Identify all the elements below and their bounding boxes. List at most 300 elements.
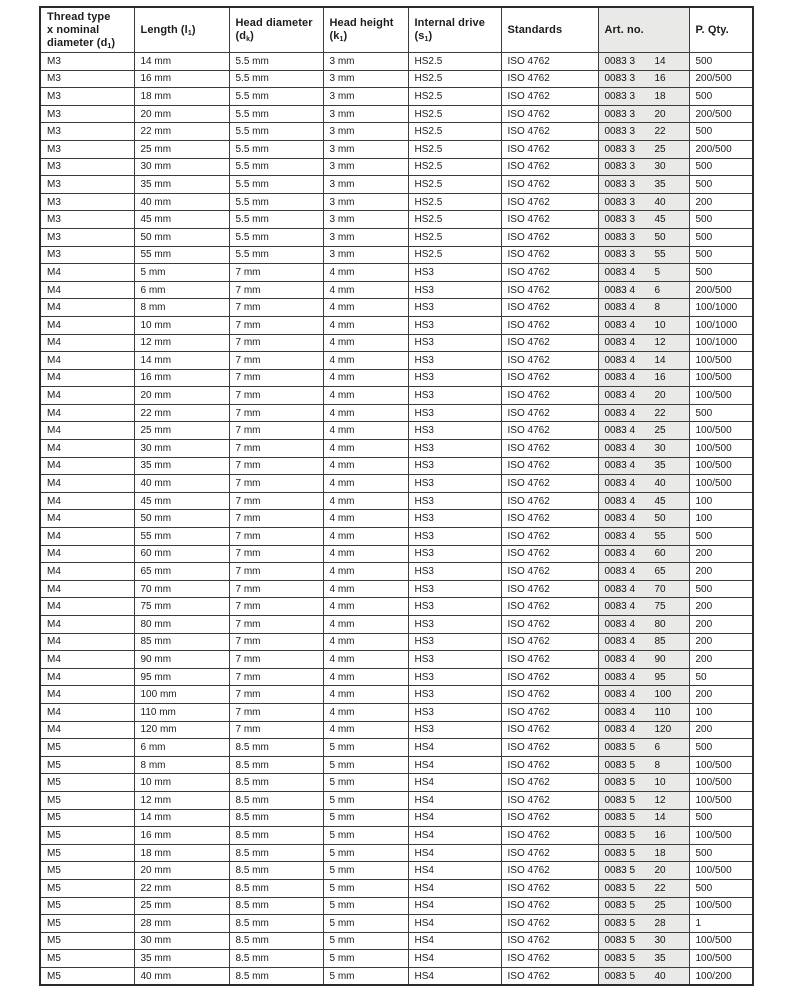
cell-head-diameter: 7 mm <box>229 422 323 440</box>
art-no-length-code: 35 <box>654 953 666 965</box>
cell-thread-type: M3 <box>40 88 134 106</box>
cell-head-height: 4 mm <box>323 440 408 458</box>
cell-internal-drive: HS4 <box>408 809 501 827</box>
cell-head-diameter: 5.5 mm <box>229 123 323 141</box>
cell-head-height: 4 mm <box>323 633 408 651</box>
cell-head-height: 5 mm <box>323 932 408 950</box>
cell-standards: ISO 4762 <box>501 475 598 493</box>
cell-standards: ISO 4762 <box>501 105 598 123</box>
table-row <box>40 70 753 88</box>
cell-standards: ISO 4762 <box>501 176 598 194</box>
cell-head-height: 3 mm <box>323 211 408 229</box>
art-no-base: 0083 4 <box>604 653 636 665</box>
art-no-base: 0083 3 <box>604 55 636 67</box>
table-row <box>40 879 753 897</box>
art-no-length-code: 55 <box>654 249 666 261</box>
art-no-length-code: 25 <box>654 143 666 155</box>
cell-pack-qty: 50 <box>689 668 753 686</box>
cell-length: 20 mm <box>134 105 229 123</box>
cell-length: 16 mm <box>134 70 229 88</box>
cell-length: 28 mm <box>134 915 229 933</box>
art-no-base: 0083 4 <box>604 302 636 314</box>
cell-internal-drive: HS3 <box>408 703 501 721</box>
cell-head-diameter: 8.5 mm <box>229 932 323 950</box>
art-no-base: 0083 3 <box>604 178 636 190</box>
table-row <box>40 299 753 317</box>
cell-head-diameter: 7 mm <box>229 264 323 282</box>
cell-art-no <box>598 387 689 405</box>
art-no-length-code: 6 <box>654 741 661 753</box>
cell-head-height: 5 mm <box>323 879 408 897</box>
cell-head-height: 5 mm <box>323 967 408 985</box>
table-row <box>40 616 753 634</box>
column-header-thread-type: Thread type x nominal diameter $(d_1)$ <box>40 7 134 53</box>
cell-internal-drive: HS3 <box>408 545 501 563</box>
cell-head-diameter: 7 mm <box>229 440 323 458</box>
cell-head-height: 3 mm <box>323 123 408 141</box>
cell-head-diameter: 7 mm <box>229 369 323 387</box>
cell-art-no <box>598 211 689 229</box>
cell-head-diameter: 7 mm <box>229 545 323 563</box>
cell-internal-drive: HS2.5 <box>408 228 501 246</box>
table-row <box>40 281 753 299</box>
cell-length: 120 mm <box>134 721 229 739</box>
cell-length: 50 mm <box>134 228 229 246</box>
cell-pack-qty: 100 <box>689 510 753 528</box>
cell-thread-type: M5 <box>40 844 134 862</box>
cell-standards: ISO 4762 <box>501 668 598 686</box>
table-row <box>40 915 753 933</box>
cell-standards: ISO 4762 <box>501 967 598 985</box>
cell-head-diameter: 5.5 mm <box>229 140 323 158</box>
cell-thread-type: M5 <box>40 756 134 774</box>
cell-thread-type: M4 <box>40 598 134 616</box>
cell-head-height: 4 mm <box>323 457 408 475</box>
art-no-length-code: 20 <box>654 108 666 120</box>
cell-standards: ISO 4762 <box>501 774 598 792</box>
cell-head-height: 4 mm <box>323 686 408 704</box>
cell-thread-type: M3 <box>40 193 134 211</box>
art-no-base: 0083 5 <box>604 777 636 789</box>
cell-length: 55 mm <box>134 528 229 546</box>
cell-pack-qty: 500 <box>689 264 753 282</box>
art-no-base: 0083 5 <box>604 759 636 771</box>
cell-internal-drive: HS3 <box>408 651 501 669</box>
cell-thread-type: M4 <box>40 545 134 563</box>
cell-thread-type: M4 <box>40 440 134 458</box>
table-row <box>40 633 753 651</box>
art-no-base: 0083 5 <box>604 847 636 859</box>
table-row <box>40 545 753 563</box>
table-row <box>40 739 753 757</box>
cell-internal-drive: HS3 <box>408 299 501 317</box>
cell-head-diameter: 8.5 mm <box>229 879 323 897</box>
cell-length: 75 mm <box>134 598 229 616</box>
cell-thread-type: M4 <box>40 721 134 739</box>
art-no-length-code: 25 <box>654 900 666 912</box>
cell-length: 40 mm <box>134 475 229 493</box>
cell-thread-type: M5 <box>40 791 134 809</box>
cell-length: 25 mm <box>134 422 229 440</box>
cell-pack-qty: 500 <box>689 404 753 422</box>
cell-head-height: 3 mm <box>323 70 408 88</box>
art-no-length-code: 20 <box>654 865 666 877</box>
cell-length: 70 mm <box>134 580 229 598</box>
cell-length: 22 mm <box>134 123 229 141</box>
cell-standards: ISO 4762 <box>501 528 598 546</box>
table-row <box>40 528 753 546</box>
cell-head-diameter: 8.5 mm <box>229 950 323 968</box>
cell-pack-qty: 500 <box>689 739 753 757</box>
table-row <box>40 827 753 845</box>
art-no-base: 0083 3 <box>604 126 636 138</box>
art-no-base: 0083 3 <box>604 73 636 85</box>
cell-art-no <box>598 545 689 563</box>
table-row <box>40 422 753 440</box>
cell-thread-type: M4 <box>40 703 134 721</box>
cell-art-no <box>598 528 689 546</box>
cell-internal-drive: HS2.5 <box>408 123 501 141</box>
cell-pack-qty: 500 <box>689 246 753 264</box>
table-row <box>40 158 753 176</box>
cell-head-diameter: 7 mm <box>229 404 323 422</box>
cell-length: 45 mm <box>134 211 229 229</box>
cell-standards: ISO 4762 <box>501 510 598 528</box>
cell-thread-type: M5 <box>40 739 134 757</box>
art-no-length-code: 45 <box>654 214 666 226</box>
cell-internal-drive: HS2.5 <box>408 176 501 194</box>
cell-length: 8 mm <box>134 756 229 774</box>
cell-head-height: 4 mm <box>323 369 408 387</box>
cell-head-height: 4 mm <box>323 563 408 581</box>
art-no-base: 0083 4 <box>604 442 636 454</box>
cell-pack-qty: 500 <box>689 580 753 598</box>
cell-head-height: 4 mm <box>323 281 408 299</box>
cell-standards: ISO 4762 <box>501 879 598 897</box>
cell-standards: ISO 4762 <box>501 756 598 774</box>
cell-art-no <box>598 457 689 475</box>
cell-art-no <box>598 70 689 88</box>
table-row <box>40 352 753 370</box>
cell-pack-qty: 200 <box>689 545 753 563</box>
table-row <box>40 563 753 581</box>
cell-head-diameter: 8.5 mm <box>229 915 323 933</box>
cell-pack-qty: 100/500 <box>689 440 753 458</box>
cell-standards: ISO 4762 <box>501 352 598 370</box>
cell-thread-type: M5 <box>40 879 134 897</box>
table-row <box>40 334 753 352</box>
cell-pack-qty: 200/500 <box>689 70 753 88</box>
cell-length: 16 mm <box>134 827 229 845</box>
cell-internal-drive: HS3 <box>408 668 501 686</box>
cell-length: 35 mm <box>134 457 229 475</box>
art-no-base: 0083 5 <box>604 882 636 894</box>
cell-internal-drive: HS3 <box>408 440 501 458</box>
cell-standards: ISO 4762 <box>501 580 598 598</box>
cell-length: 40 mm <box>134 967 229 985</box>
art-no-base: 0083 4 <box>604 706 636 718</box>
column-header-p-qty: P. Qty. <box>689 7 753 53</box>
cell-pack-qty: 500 <box>689 228 753 246</box>
cell-head-diameter: 7 mm <box>229 563 323 581</box>
cell-art-no <box>598 105 689 123</box>
cell-pack-qty: 100/500 <box>689 756 753 774</box>
art-no-base: 0083 5 <box>604 970 636 982</box>
art-no-base: 0083 3 <box>604 143 636 155</box>
cell-head-diameter: 7 mm <box>229 334 323 352</box>
cell-thread-type: M4 <box>40 510 134 528</box>
cell-thread-type: M5 <box>40 897 134 915</box>
cell-standards: ISO 4762 <box>501 193 598 211</box>
table-row <box>40 369 753 387</box>
art-no-base: 0083 4 <box>604 601 636 613</box>
cell-thread-type: M4 <box>40 651 134 669</box>
art-no-length-code: 18 <box>654 847 666 859</box>
cell-length: 5 mm <box>134 264 229 282</box>
cell-pack-qty: 500 <box>689 844 753 862</box>
table-row <box>40 932 753 950</box>
cell-pack-qty: 200 <box>689 686 753 704</box>
cell-head-height: 4 mm <box>323 387 408 405</box>
art-no-length-code: 22 <box>654 126 666 138</box>
cell-internal-drive: HS4 <box>408 932 501 950</box>
cell-length: 35 mm <box>134 950 229 968</box>
cell-internal-drive: HS3 <box>408 616 501 634</box>
cell-art-no <box>598 176 689 194</box>
cell-head-diameter: 8.5 mm <box>229 791 323 809</box>
cell-pack-qty: 200/500 <box>689 105 753 123</box>
table-row <box>40 316 753 334</box>
cell-pack-qty: 200 <box>689 633 753 651</box>
cell-length: 25 mm <box>134 140 229 158</box>
cell-head-diameter: 5.5 mm <box>229 158 323 176</box>
cell-standards: ISO 4762 <box>501 53 598 71</box>
art-no-base: 0083 3 <box>604 231 636 243</box>
cell-head-diameter: 8.5 mm <box>229 844 323 862</box>
screw-spec-table <box>39 6 754 986</box>
cell-head-height: 5 mm <box>323 739 408 757</box>
cell-head-height: 5 mm <box>323 897 408 915</box>
cell-thread-type: M4 <box>40 281 134 299</box>
cell-art-no <box>598 950 689 968</box>
cell-internal-drive: HS2.5 <box>408 158 501 176</box>
cell-pack-qty: 200 <box>689 563 753 581</box>
cell-pack-qty: 100/500 <box>689 475 753 493</box>
cell-length: 14 mm <box>134 809 229 827</box>
cell-pack-qty: 100/500 <box>689 862 753 880</box>
table-row <box>40 404 753 422</box>
table-row <box>40 211 753 229</box>
art-no-length-code: 95 <box>654 671 666 683</box>
art-no-base: 0083 4 <box>604 530 636 542</box>
cell-internal-drive: HS2.5 <box>408 53 501 71</box>
cell-standards: ISO 4762 <box>501 616 598 634</box>
cell-art-no <box>598 967 689 985</box>
cell-internal-drive: HS3 <box>408 352 501 370</box>
cell-thread-type: M4 <box>40 352 134 370</box>
cell-head-diameter: 7 mm <box>229 686 323 704</box>
cell-art-no <box>598 352 689 370</box>
art-no-base: 0083 4 <box>604 354 636 366</box>
cell-standards: ISO 4762 <box>501 158 598 176</box>
art-no-base: 0083 5 <box>604 935 636 947</box>
cell-pack-qty: 500 <box>689 809 753 827</box>
cell-internal-drive: HS4 <box>408 844 501 862</box>
cell-length: 80 mm <box>134 616 229 634</box>
column-header-head-height: Head height $(k_1)$ <box>323 7 408 53</box>
cell-art-no <box>598 510 689 528</box>
art-no-length-code: 22 <box>654 407 666 419</box>
cell-art-no <box>598 580 689 598</box>
cell-standards: ISO 4762 <box>501 369 598 387</box>
art-no-base: 0083 4 <box>604 689 636 701</box>
art-no-base: 0083 5 <box>604 953 636 965</box>
art-no-length-code: 110 <box>654 706 671 718</box>
cell-internal-drive: HS4 <box>408 967 501 985</box>
art-no-length-code: 120 <box>654 724 672 736</box>
art-no-base: 0083 4 <box>604 618 636 630</box>
table-row <box>40 862 753 880</box>
cell-internal-drive: HS3 <box>408 475 501 493</box>
column-header-head-diameter: Head diameter $(d_k)$ <box>229 7 323 53</box>
cell-head-diameter: 7 mm <box>229 528 323 546</box>
cell-standards: ISO 4762 <box>501 703 598 721</box>
cell-pack-qty: 500 <box>689 53 753 71</box>
cell-pack-qty: 200 <box>689 598 753 616</box>
cell-head-diameter: 7 mm <box>229 457 323 475</box>
cell-standards: ISO 4762 <box>501 404 598 422</box>
table-body <box>40 53 753 986</box>
cell-pack-qty: 200 <box>689 721 753 739</box>
art-no-length-code: 16 <box>654 73 666 85</box>
cell-head-height: 5 mm <box>323 844 408 862</box>
cell-length: 12 mm <box>134 791 229 809</box>
cell-pack-qty: 100/200 <box>689 967 753 985</box>
cell-length: 6 mm <box>134 739 229 757</box>
cell-art-no <box>598 791 689 809</box>
cell-length: 14 mm <box>134 352 229 370</box>
art-no-base: 0083 3 <box>604 161 636 173</box>
column-header-length: Length $(l_1)$ <box>134 7 229 53</box>
cell-pack-qty: 500 <box>689 176 753 194</box>
cell-length: 20 mm <box>134 387 229 405</box>
art-no-length-code: 55 <box>654 530 666 542</box>
cell-art-no <box>598 334 689 352</box>
art-no-base: 0083 5 <box>604 900 636 912</box>
cell-head-diameter: 8.5 mm <box>229 862 323 880</box>
cell-art-no <box>598 140 689 158</box>
art-no-base: 0083 4 <box>604 284 636 296</box>
cell-head-diameter: 7 mm <box>229 598 323 616</box>
cell-pack-qty: 500 <box>689 158 753 176</box>
table-row <box>40 897 753 915</box>
art-no-length-code: 90 <box>654 653 666 665</box>
cell-internal-drive: HS2.5 <box>408 193 501 211</box>
cell-head-diameter: 5.5 mm <box>229 105 323 123</box>
cell-thread-type: M4 <box>40 633 134 651</box>
cell-thread-type: M5 <box>40 932 134 950</box>
cell-internal-drive: HS3 <box>408 510 501 528</box>
art-no-base: 0083 4 <box>604 513 636 525</box>
cell-length: 90 mm <box>134 651 229 669</box>
cell-length: 60 mm <box>134 545 229 563</box>
column-header-art-no: Art. no. <box>598 7 689 53</box>
cell-length: 12 mm <box>134 334 229 352</box>
cell-standards: ISO 4762 <box>501 791 598 809</box>
cell-head-height: 3 mm <box>323 140 408 158</box>
cell-length: 45 mm <box>134 492 229 510</box>
cell-art-no <box>598 774 689 792</box>
art-no-length-code: 50 <box>654 513 666 525</box>
art-no-length-code: 16 <box>654 372 666 384</box>
art-no-length-code: 30 <box>654 161 666 173</box>
cell-internal-drive: HS3 <box>408 528 501 546</box>
table-row <box>40 950 753 968</box>
cell-head-height: 4 mm <box>323 404 408 422</box>
cell-thread-type: M4 <box>40 264 134 282</box>
art-no-length-code: 70 <box>654 583 666 595</box>
cell-head-diameter: 5.5 mm <box>229 193 323 211</box>
art-no-length-code: 30 <box>654 935 666 947</box>
art-no-length-code: 10 <box>654 777 666 789</box>
cell-thread-type: M4 <box>40 369 134 387</box>
cell-internal-drive: HS4 <box>408 756 501 774</box>
cell-head-diameter: 8.5 mm <box>229 739 323 757</box>
art-no-base: 0083 4 <box>604 671 636 683</box>
cell-head-height: 4 mm <box>323 545 408 563</box>
cell-internal-drive: HS4 <box>408 827 501 845</box>
cell-head-height: 5 mm <box>323 862 408 880</box>
cell-art-no <box>598 827 689 845</box>
cell-head-height: 3 mm <box>323 53 408 71</box>
art-no-base: 0083 4 <box>604 495 636 507</box>
cell-internal-drive: HS4 <box>408 897 501 915</box>
cell-head-height: 5 mm <box>323 950 408 968</box>
cell-standards: ISO 4762 <box>501 545 598 563</box>
cell-pack-qty: 500 <box>689 528 753 546</box>
cell-length: 10 mm <box>134 774 229 792</box>
cell-head-diameter: 5.5 mm <box>229 176 323 194</box>
cell-standards: ISO 4762 <box>501 844 598 862</box>
cell-length: 110 mm <box>134 703 229 721</box>
cell-standards: ISO 4762 <box>501 264 598 282</box>
art-no-length-code: 14 <box>654 354 666 366</box>
art-no-base: 0083 5 <box>604 829 636 841</box>
cell-standards: ISO 4762 <box>501 316 598 334</box>
cell-art-no <box>598 475 689 493</box>
cell-internal-drive: HS3 <box>408 721 501 739</box>
cell-standards: ISO 4762 <box>501 281 598 299</box>
cell-art-no <box>598 915 689 933</box>
cell-length: 30 mm <box>134 440 229 458</box>
cell-head-height: 4 mm <box>323 616 408 634</box>
cell-head-height: 4 mm <box>323 721 408 739</box>
table-row <box>40 580 753 598</box>
cell-thread-type: M4 <box>40 668 134 686</box>
art-no-base: 0083 3 <box>604 196 636 208</box>
cell-head-height: 4 mm <box>323 651 408 669</box>
cell-head-diameter: 7 mm <box>229 633 323 651</box>
cell-internal-drive: HS3 <box>408 281 501 299</box>
cell-internal-drive: HS2.5 <box>408 70 501 88</box>
cell-art-no <box>598 228 689 246</box>
art-no-base: 0083 4 <box>604 583 636 595</box>
cell-head-height: 4 mm <box>323 668 408 686</box>
table-row <box>40 387 753 405</box>
cell-internal-drive: HS2.5 <box>408 211 501 229</box>
art-no-length-code: 65 <box>654 566 666 578</box>
cell-head-height: 4 mm <box>323 422 408 440</box>
